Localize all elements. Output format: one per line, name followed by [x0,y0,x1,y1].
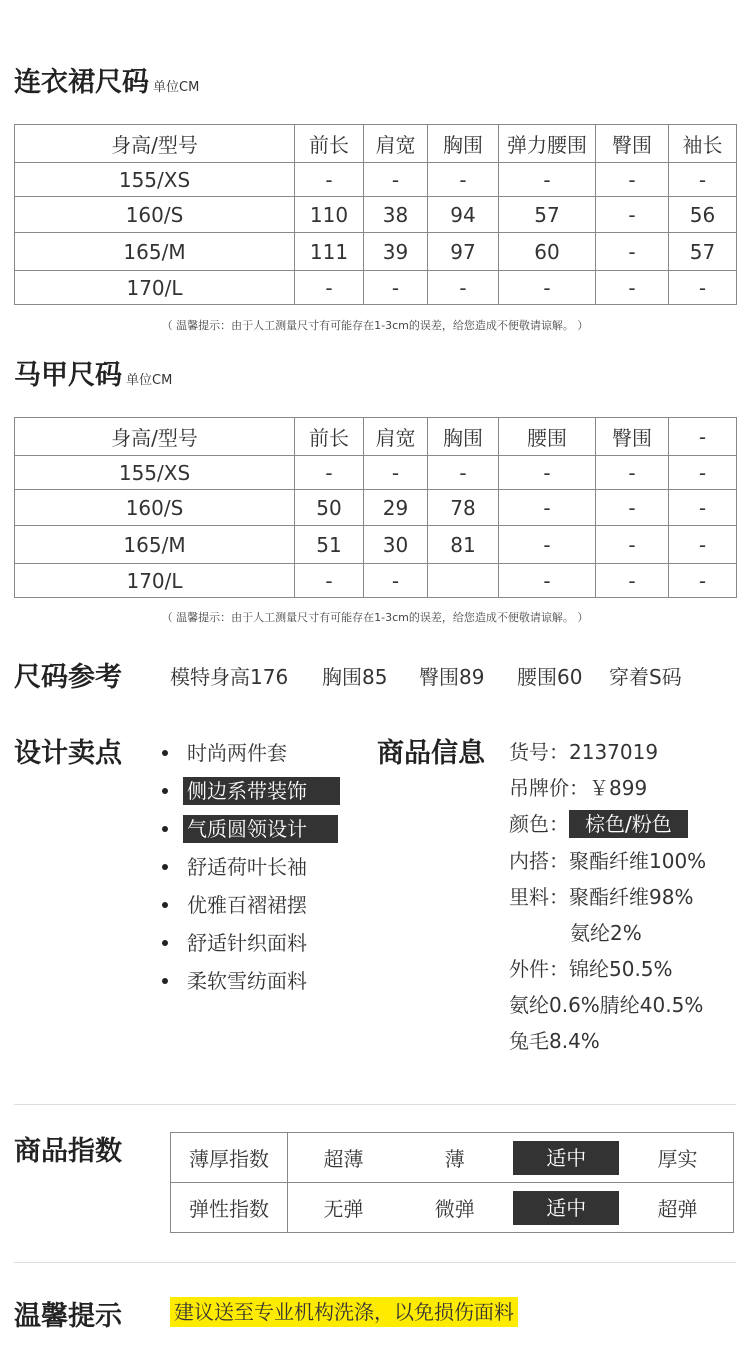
table-cell: - [428,271,499,305]
color-value: 棕色/粉色 [569,810,688,838]
design-title: 设计卖点 [14,738,122,769]
bullet-dot [162,940,168,946]
table-cell: - [295,271,364,305]
dress-size-table [14,124,737,305]
table-cell: - [364,564,428,598]
tip-title: 温馨提示 [14,1301,122,1332]
table-cell: - [428,456,499,490]
table-cell: 30 [364,526,428,564]
table-cell: - [295,163,364,197]
design-point: 柔软雪纺面料 [162,967,311,995]
table-cell: 78 [428,490,499,526]
thickness-option-selected: 适中 [511,1133,623,1183]
divider [14,1262,736,1263]
table-cell: 50 [295,490,364,526]
vest-size-title-text: 马甲尺码 [14,360,122,391]
table-cell: - [669,490,737,526]
bullet-dot [162,978,168,984]
table-cell: - [364,456,428,490]
table-cell: - [364,271,428,305]
divider [14,1104,736,1105]
design-point: 时尚两件套 [162,739,291,767]
header-cell: 袖长 [669,125,737,163]
table-cell: - [596,526,669,564]
dress-unit-label: 单位CM [153,80,200,95]
thickness-option: 超薄 [288,1133,400,1183]
table-cell: 170/L [15,564,295,598]
table-cell: - [499,271,596,305]
color-row [509,808,688,838]
bullet-dot [162,826,168,832]
table-cell: 111 [295,233,364,271]
design-point-highlighted: 侧边系带装饰 [162,777,340,805]
table-row [15,526,737,564]
design-point: 舒适针织面料 [162,929,311,957]
table-row [15,456,737,490]
table-row [15,271,737,305]
table-cell: - [499,526,596,564]
header-cell: 身高/型号 [15,418,295,456]
elasticity-option: 微弹 [399,1183,511,1233]
table-cell: - [669,163,737,197]
size-ref-item: 穿着S码 [609,665,682,689]
table-cell: - [596,233,669,271]
item-number: 货号：2137019 [509,740,659,764]
header-cell: 肩宽 [364,418,428,456]
inner-material-cont: 氨纶2% [570,921,642,945]
header-cell: 身高/型号 [15,125,295,163]
table-row [15,197,737,233]
table-cell: - [499,564,596,598]
table-cell: 56 [669,197,737,233]
outer-material: 外件：锦纶50.5% [509,957,673,981]
thickness-label: 薄厚指数 [171,1133,288,1183]
size-ref-title: 尺码参考 [14,662,122,693]
elasticity-option: 无弹 [288,1183,400,1233]
table-cell: 57 [499,197,596,233]
table-row [15,564,737,598]
vest-unit-label: 单位CM [126,373,173,388]
vest-size-table [14,417,737,598]
table-cell: - [596,456,669,490]
care-tip-text: 建议送至专业机构洗涤，以免损伤面料 [170,1297,518,1327]
header-cell: 前长 [295,125,364,163]
outer-material-cont: 氨纶0.6%腈纶40.5% [509,993,704,1017]
table-cell: 81 [428,526,499,564]
tag-price: 吊牌价：￥899 [509,776,648,800]
outer-material-cont: 兔毛8.4% [509,1029,600,1053]
inner-material: 里料：聚酯纤维98% [509,885,694,909]
table-cell: - [499,163,596,197]
color-label: 颜色： [509,812,569,836]
size-ref-item: 模特身高176 [170,665,289,689]
table-cell: 38 [364,197,428,233]
vest-measure-note: （ 温馨提示：由于人工测量尺寸有可能存在1-3cm的误差，给您造成不便敬请谅解。 ） [161,611,589,624]
header-cell: 臀围 [596,125,669,163]
table-cell: - [295,564,364,598]
table-cell: - [669,526,737,564]
elasticity-row [171,1183,734,1233]
table-cell: - [669,564,737,598]
size-ref-item: 臀围89 [419,665,485,689]
table-cell: 165/M [15,233,295,271]
design-point-highlighted: 气质圆领设计 [162,815,338,843]
table-cell: 60 [499,233,596,271]
table-cell: - [669,271,737,305]
table-cell: - [428,163,499,197]
bullet-dot [162,902,168,908]
table-header-row [15,418,737,456]
size-ref-item: 胸围85 [322,665,388,689]
product-info-title: 商品信息 [377,738,485,769]
table-cell: 160/S [15,197,295,233]
table-cell: 51 [295,526,364,564]
bullet-dot [162,750,168,756]
thickness-option: 厚实 [622,1133,734,1183]
design-point: 舒适荷叶长袖 [162,853,311,881]
header-cell: 肩宽 [364,125,428,163]
table-cell: 39 [364,233,428,271]
table-cell: - [499,456,596,490]
thickness-row [171,1133,734,1183]
table-cell [428,564,499,598]
table-cell: 97 [428,233,499,271]
table-cell: - [499,490,596,526]
table-cell: - [596,163,669,197]
thickness-option: 薄 [399,1133,511,1183]
design-point: 优雅百褶裙摆 [162,891,311,919]
table-row [15,233,737,271]
header-cell: 腰围 [499,418,596,456]
table-cell: - [596,490,669,526]
table-cell: - [596,271,669,305]
lining-material: 内搭：聚酯纤维100% [509,849,707,873]
header-cell: 前长 [295,418,364,456]
table-cell: - [364,163,428,197]
table-cell: - [596,197,669,233]
vest-size-title [14,353,172,392]
table-row [15,490,737,526]
table-cell: 165/M [15,526,295,564]
dress-size-title-text: 连衣裙尺码 [14,67,149,98]
header-cell: - [669,418,737,456]
table-cell: 160/S [15,490,295,526]
table-cell: - [596,564,669,598]
header-cell: 弹力腰围 [499,125,596,163]
elasticity-option-selected: 适中 [511,1183,623,1233]
table-cell: 155/XS [15,163,295,197]
header-cell: 臀围 [596,418,669,456]
table-cell: 94 [428,197,499,233]
table-cell: 110 [295,197,364,233]
dress-measure-note: （ 温馨提示：由于人工测量尺寸有可能存在1-3cm的误差，给您造成不便敬请谅解。 ） [161,319,589,332]
table-cell: 170/L [15,271,295,305]
bullet-dot [162,864,168,870]
table-header-row [15,125,737,163]
size-ref-item: 腰围60 [517,665,583,689]
header-cell: 胸围 [428,125,499,163]
table-cell: 155/XS [15,456,295,490]
table-cell: - [295,456,364,490]
elasticity-option: 超弹 [622,1183,734,1233]
table-cell: 57 [669,233,737,271]
table-row [15,163,737,197]
product-index-table [170,1132,734,1233]
table-cell: 29 [364,490,428,526]
dress-size-title [14,60,199,99]
bullet-dot [162,788,168,794]
product-index-title: 商品指数 [14,1136,122,1167]
header-cell: 胸围 [428,418,499,456]
elasticity-label: 弹性指数 [171,1183,288,1233]
table-cell: - [669,456,737,490]
